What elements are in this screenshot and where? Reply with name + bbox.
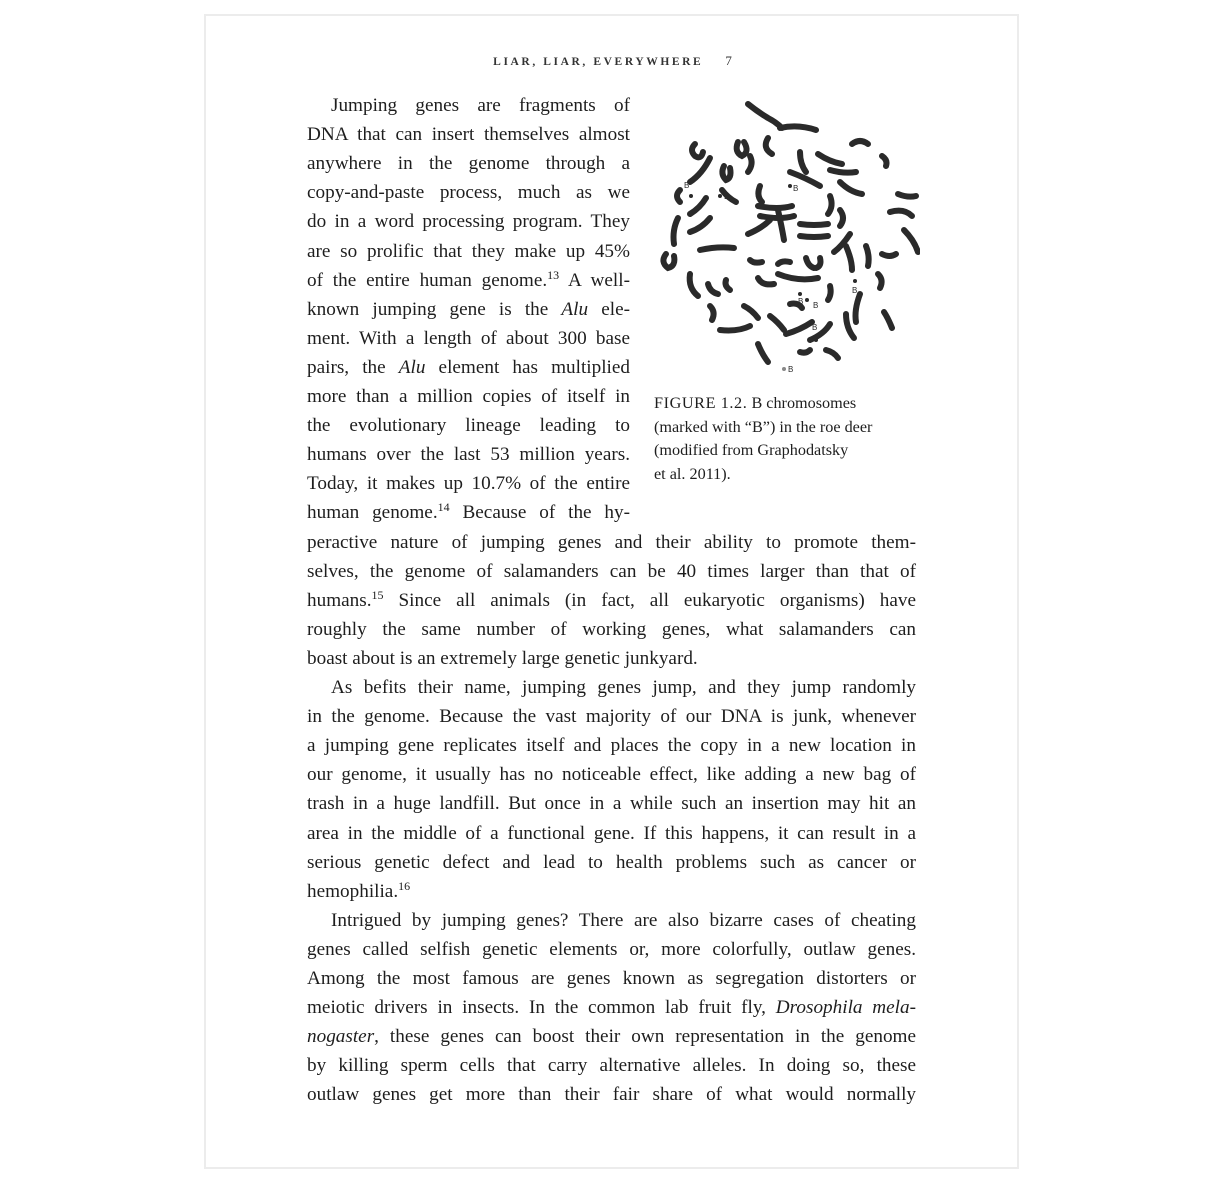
text-line <box>307 207 630 236</box>
text-run: humans over the last 53 million years. <box>307 444 630 466</box>
italic-term: nogaster <box>307 1026 375 1048</box>
text-run: trash in a huge landfill. But once in a while such an insertion may hit an <box>307 793 916 815</box>
text-run: DNA that can insert themselves almost <box>307 124 630 146</box>
text-run: copy-and-paste process, much as we <box>307 182 630 204</box>
text-line <box>307 673 916 702</box>
text-line <box>307 1080 916 1109</box>
b-marker: B <box>684 181 690 190</box>
text-run: Jumping genes are fragments of <box>331 95 630 116</box>
text-run: Since all animals (in fact, all eukaryotic organisms) have <box>383 589 916 611</box>
text-line <box>307 877 916 906</box>
text-line <box>307 237 630 266</box>
footnote-ref: 15 <box>371 587 384 602</box>
text-run: pairs, the <box>307 356 399 378</box>
text-run: Because of the hy- <box>449 502 630 524</box>
text-line <box>307 528 916 557</box>
text-run: ment. With a length of about 300 base <box>307 327 630 349</box>
text-line <box>307 731 916 760</box>
figure-label: FIGURE 1.2. <box>654 394 748 412</box>
text-line <box>307 615 916 644</box>
text-line <box>307 440 630 469</box>
text-run: humans. <box>307 589 372 611</box>
b-marker: B <box>724 192 730 201</box>
text-run: known jumping gene is the <box>307 298 562 320</box>
italic-term: Alu <box>561 298 589 320</box>
text-run: meiotic drivers in insects. In the common lab fruit fly, <box>307 997 776 1019</box>
b-marker: B <box>793 184 799 193</box>
text-line <box>307 702 916 731</box>
text-line <box>307 789 916 818</box>
text-line <box>307 149 630 178</box>
text-run: roughly the same number of working genes, what salamanders can <box>307 618 916 640</box>
text-line <box>307 266 630 295</box>
text-run: Intrigued by jumping genes? There are also bizarre cases of cheating <box>331 909 916 931</box>
text-run: peractive nature of jumping genes and their ability to promote them- <box>307 531 916 553</box>
text-line <box>307 1022 916 1051</box>
text-run: A well- <box>559 269 630 291</box>
footnote-ref: 13 <box>547 267 560 282</box>
text-line <box>307 91 630 120</box>
text-line <box>307 644 916 673</box>
page-number: 7 <box>725 53 732 68</box>
text-line <box>307 964 916 993</box>
chromosome-karyotype-image <box>650 94 920 384</box>
text-line <box>307 993 916 1022</box>
text-run: serious genetic defect and lead to health problems such as cancer or <box>307 851 916 873</box>
figure-chromosome-spread <box>650 94 920 384</box>
text-run: genes called selfish genetic elements or, more colorfully, outlaw genes. <box>307 938 916 960</box>
text-line <box>307 353 630 382</box>
text-line <box>307 498 630 527</box>
text-line <box>307 935 916 964</box>
running-head <box>0 53 1225 69</box>
text-run: boast about is an extremely large genetic junkyard. <box>307 647 698 669</box>
text-run: more than a million copies of itself in <box>307 386 630 407</box>
text-line <box>307 120 630 149</box>
caption-line-4: et al. 2011). <box>654 464 731 483</box>
b-marker: B <box>798 297 804 306</box>
text-line <box>307 411 630 440</box>
text-run: our genome, it usually has no noticeable effect, like adding a new bag of <box>307 764 916 786</box>
text-run: ele- <box>588 298 630 320</box>
text-run: As befits their name, jumping genes jump, and they jump randomly <box>331 677 916 698</box>
text-run: by killing sperm cells that carry alternative alleles. In doing so, these <box>307 1055 916 1077</box>
running-head-title: LIAR, LIAR, EVERYWHERE <box>493 56 704 68</box>
text-line <box>307 760 916 789</box>
caption-line-2: (marked with “B”) in the roe deer <box>654 417 873 436</box>
b-marker: B <box>812 323 818 332</box>
text-run: Among the most famous are genes known as segregation distorters or <box>307 968 916 989</box>
text-line <box>307 819 916 848</box>
text-run: are so prolific that they make up 45% <box>307 240 630 262</box>
text-run: , these genes can boost their own representation in the genome <box>374 1026 916 1048</box>
text-run: the evolutionary lineage leading to <box>307 415 630 437</box>
caption-line-1: B chromosomes <box>747 394 857 412</box>
text-run: selves, the genome of salamanders can be 40 times larger than that of <box>307 560 916 582</box>
text-run: do in a word processing program. They <box>307 211 630 233</box>
text-line <box>307 469 630 498</box>
text-line <box>307 848 916 877</box>
text-line <box>307 906 916 935</box>
text-run: outlaw genes get more than their fair share of what would normally <box>307 1084 916 1106</box>
italic-term: Alu <box>398 356 426 378</box>
text-run: human genome. <box>307 502 438 524</box>
text-line <box>307 382 630 411</box>
text-line <box>307 324 630 353</box>
text-run: Today, it makes up 10.7% of the entire <box>307 473 630 495</box>
footnote-ref: 16 <box>398 878 411 893</box>
caption-line-3: (modified from Graphodatsky <box>654 441 849 459</box>
text-run: in the genome. Because the vast majority of our DNA is junk, whenever <box>307 706 916 728</box>
text-line <box>307 1051 916 1080</box>
b-marker: B <box>788 365 794 374</box>
text-line <box>307 557 916 586</box>
text-run: element has multiplied <box>425 356 630 378</box>
text-run: area in the middle of a functional gene. If this happens, it can result in a <box>307 822 916 844</box>
footnote-ref: 14 <box>437 500 450 515</box>
text-line <box>307 586 916 615</box>
figure-caption <box>654 392 924 486</box>
italic-term: Drosophila mela- <box>775 997 916 1019</box>
b-marker: B <box>813 301 819 310</box>
b-marker: B <box>852 286 858 295</box>
text-run: anywhere in the genome through a <box>307 153 630 175</box>
text-line <box>307 178 630 207</box>
text-run: of the entire human genome. <box>307 269 548 291</box>
text-line <box>307 295 630 324</box>
text-run: a jumping gene replicates itself and places the copy in a new location in <box>307 735 916 757</box>
text-run: hemophilia. <box>307 880 399 902</box>
